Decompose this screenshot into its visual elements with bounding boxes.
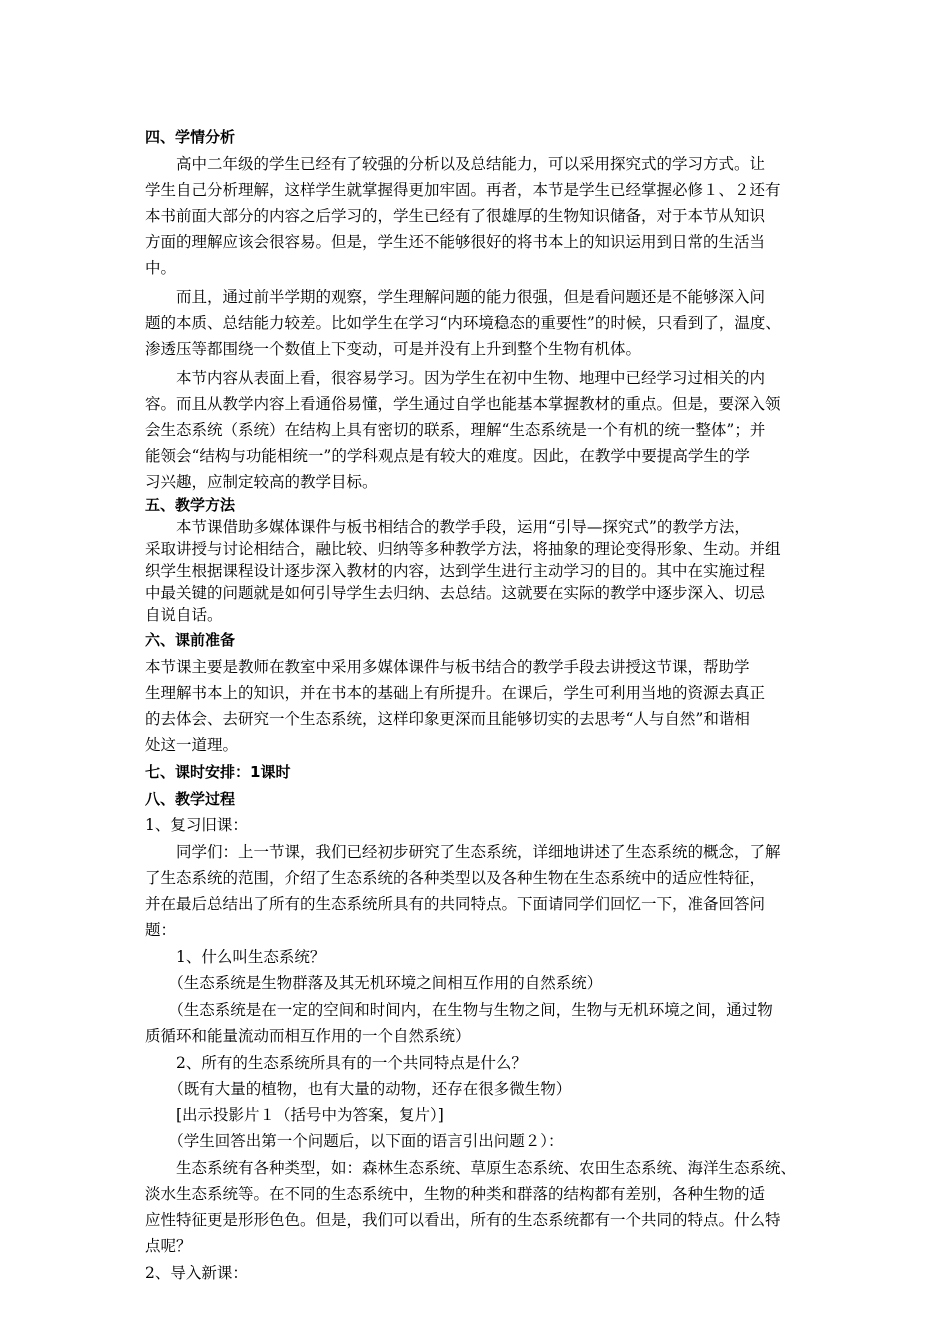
text-line: 高中二年级的学生已经有了较强的分析以及总结能力，可以采用探究式的学习方式。让 [145, 155, 766, 173]
text-line: 自说自话。 [145, 606, 223, 624]
text-line: 本节课借助多媒体课件与板书相结合的教学手段，运用“引导—探究式”的教学方法， [145, 518, 750, 536]
text-line: 2、所有的生态系统所具有的一个共同特点是什么？ [145, 1054, 527, 1072]
text-line: 采取讲授与讨论相结合，融比较、归纳等多种教学方法，将抽象的理论变得形象、生动。并组 [145, 540, 781, 558]
text-line: 本节内容从表面上看，很容易学习。因为学生在初中生物、地理中已经学习过相关的内 [145, 369, 766, 387]
text-line: 2、导入新课： [145, 1264, 248, 1282]
text-line: 学生自己分析理解，这样学生就掌握得更加牢固。再者，本节是学生已经掌握必修１、２还有 [145, 181, 781, 199]
text-line: 了生态系统的范围，介绍了生态系统的各种类型以及各种生物在生态系统中的适应性特征， [145, 869, 766, 887]
text-line: 质循环和能量流动而相互作用的一个自然系统） [145, 1027, 471, 1045]
text-line: 题的本质、总结能力较差。比如学生在学习“内环境稳态的重要性”的时候，只看到了，温度、 [145, 314, 781, 332]
text-line: 本节课主要是教师在教室中采用多媒体课件与板书结合的教学手段去讲授这节课，帮助学 [145, 658, 750, 676]
heading-schedule: 七、课时安排：1课时 [145, 763, 291, 781]
text-line: 能领会“结构与功能相统一”的学科观点是有较大的难度。因此，在教学中要提高学生的学 [145, 447, 750, 465]
text-line: 淡水生态系统等。在不同的生态系统中，生物的种类和群落的结构都有差别，各种生物的适 [145, 1185, 766, 1203]
heading-teaching-process: 八、教学过程 [145, 790, 236, 808]
text-line: 中最关键的问题就是如何引导学生去归纳、去总结。这就要在实际的教学中逐步深入、切忌 [145, 584, 766, 602]
text-line: [出示投影片１（括号中为答案，复片）] [145, 1106, 444, 1124]
text-line: 而且，通过前半学期的观察，学生理解问题的能力很强，但是看问题还是不能够深入问 [145, 288, 766, 306]
text-line: （生态系统是生物群落及其无机环境之间相互作用的自然系统） [145, 974, 603, 992]
text-line: 生态系统有各种类型，如：森林生态系统、草原生态系统、农田生态系统、海洋生态系统、 [145, 1159, 797, 1177]
text-line: 容。而且从教学内容上看通俗易懂，学生通过自学也能基本掌握教材的重点。但是，要深入领 [145, 395, 781, 413]
text-line: 同学们：上一节课，我们已经初步研究了生态系统，详细地讲述了生态系统的概念，了解 [145, 843, 781, 861]
text-line: 生理解书本上的知识，并在书本的基础上有所提升。在课后，学生可利用当地的资源去真正 [145, 684, 766, 702]
text-line: 题： [145, 921, 177, 939]
text-line: 并在最后总结出了所有的生态系统所具有的共同特点。下面请同学们回忆一下，准备回答问 [145, 895, 766, 913]
text-line: 中。 [145, 259, 177, 277]
text-line: 处这一道理。 [145, 736, 239, 754]
heading-teaching-methods: 五、教学方法 [145, 496, 236, 514]
text-line: 1、什么叫生态系统？ [145, 948, 326, 966]
text-line: （既有大量的植物，也有大量的动物，还存在很多微生物） [145, 1080, 572, 1098]
text-line: 会生态系统（系统）在结构上具有密切的联系，理解“生态系统是一个有机的统一整体”；并 [145, 421, 766, 439]
text-line: （生态系统是在一定的空间和时间内，在生物与生物之间，生物与无机环境之间，通过物 [145, 1001, 773, 1019]
heading-preparation: 六、课前准备 [145, 631, 236, 649]
text-line: 的去体会、去研究一个生态系统，这样印象更深而且能够切实的去思考“人与自然”和谐相 [145, 710, 750, 728]
text-line: 点呢？ [145, 1237, 192, 1255]
heading-learner-analysis: 四、学情分析 [145, 128, 236, 146]
text-line: 织学生根据课程设计逐步深入教材的内容，达到学生进行主动学习的目的。其中在实施过程 [145, 562, 766, 580]
text-line: 渗透压等都围绕一个数值上下变动，可是并没有上升到整个生物有机体。 [145, 340, 642, 358]
text-line: 习兴趣，应制定较高的教学目标。 [145, 473, 378, 491]
text-line: （学生回答出第一个问题后，以下面的语言引出问题２）： [145, 1132, 564, 1150]
text-line: 方面的理解应该会很容易。但是，学生还不能够很好的将书本上的知识运用到日常的生活当 [145, 233, 766, 251]
text-line: 应性特征更是形形色色。但是，我们可以看出，所有的生态系统都有一个共同的特点。什么特 [145, 1211, 781, 1229]
text-line: 1、复习旧课： [145, 816, 248, 834]
text-line: 本书前面大部分的内容之后学习的，学生已经有了很雄厚的生物知识储备，对于本节从知识 [145, 207, 766, 225]
